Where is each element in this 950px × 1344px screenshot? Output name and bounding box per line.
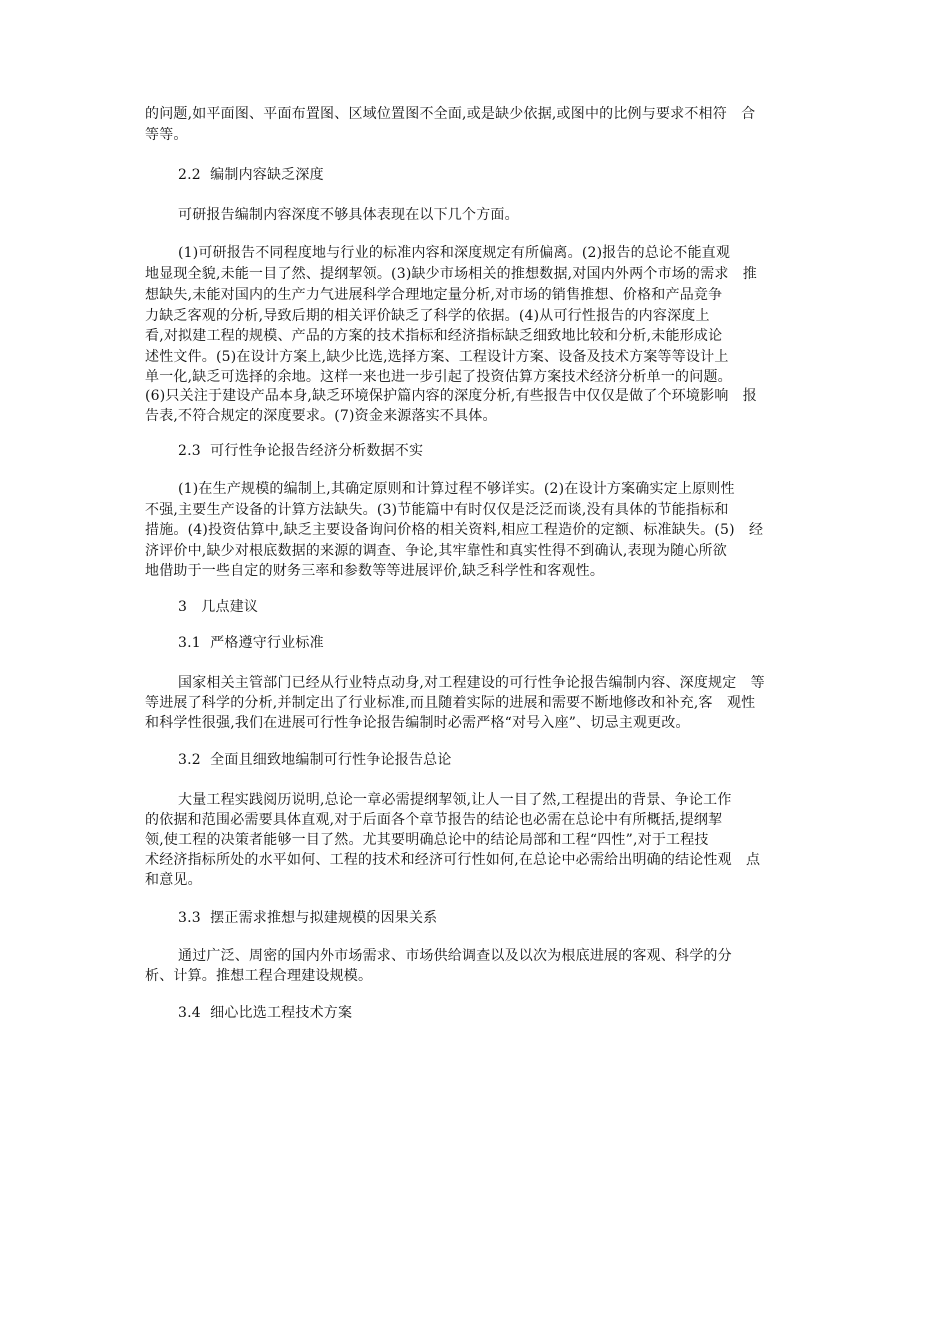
paragraph-line: 的问题,如平面图、平面布置图、区域位置图不全面,或是缺少依据,或图中的比例与要求不相符 合 [145,106,756,122]
paragraph-line: 想缺失,未能对国内的生产力气进展科学合理地定量分析,对市场的销售推想、价格和产品竞争 [145,287,723,303]
section-heading-3-2: 3.2 全面且细致地编制可行性争论报告总论 [178,752,452,768]
section-heading-2-2: 2.2 编制内容缺乏深度 [178,167,324,183]
paragraph-line: 单一化,缺乏可选择的余地。这样一来也进一步引起了投资估算方案技术经济分析单一的问题。 [145,369,732,385]
paragraph-line: 述性文件。(5)在设计方案上,缺少比选,选择方案、工程设计方案、设备及技术方案等等设计上 [145,349,729,365]
paragraph-line: 不强,主要生产设备的计算方法缺失。(3)节能篇中有时仅仅是泛泛而谈,没有具体的节能指标和 [145,502,729,518]
paragraph-line: 的依据和范围必需要具体直观,对于后面各个章节报告的结论也必需在总论中有所概括,提纲挈 [145,812,723,828]
paragraph-line: 地借助于一些自定的财务三率和参数等等进展评价,缺乏科学性和客观性。 [145,563,605,579]
paragraph-line: 等进展了科学的分析,并制定出了行业标准,而且随着实际的进展和需要不断地修改和补充,客 观性 [145,695,756,711]
paragraph-line: 济评价中,缺少对根底数据的来源的调查、争论,其牢靠性和真实性得不到确认,表现为随心所欲 [145,543,727,559]
paragraph-line: (1)在生产规模的编制上,其确定原则和计算过程不够详实。(2)在设计方案确实定上原则性 [178,481,735,497]
section-heading-3-1: 3.1 严格遵守行业标准 [178,635,324,651]
paragraph-line: 和意见。 [145,872,202,888]
paragraph-line: 措施。(4)投资估算中,缺乏主要设备询问价格的相关资料,相应工程造价的定额、标准缺失。(5) 经 [145,522,764,538]
paragraph-line: 大量工程实践阅历说明,总论一章必需提纲挈领,让人一目了然,工程提出的背景、争论工作 [178,792,732,808]
paragraph-line: (1)可研报告不同程度地与行业的标准内容和深度规定有所偏离。(2)报告的总论不能直观 [178,245,731,261]
paragraph-line: 通过广泛、周密的国内外市场需求、市场供给调查以及以次为根底进展的客观、科学的分 [178,948,732,964]
paragraph-line: 告表,不符合规定的深度要求。(7)资金来源落实不具体。 [145,408,497,424]
paragraph-line: 等等。 [145,127,188,143]
paragraph-line: 和科学性很强,我们在进展可行性争论报告编制时必需严格“对号入座”、切忌主观更改。 [145,715,690,731]
section-heading-2-3: 2.3 可行性争论报告经济分析数据不实 [178,443,424,459]
paragraph-line: 国家相关主管部门已经从行业特点动身,对工程建设的可行性争论报告编制内容、深度规定 等 [178,675,765,691]
paragraph-line: (6)只关注于建设产品本身,缺乏环境保护篇内容的深度分析,有些报告中仅仅是做了个环境影响 报 [145,388,757,404]
section-heading-3-3: 3.3 摆正需求推想与拟建规模的因果关系 [178,910,438,926]
paragraph-line: 析、计算。推想工程合理建设规模。 [145,968,373,984]
paragraph-line: 领,使工程的决策者能够一目了然。尤其要明确总论中的结论局部和工程“四性”,对于工程技 [145,832,709,848]
paragraph-line: 看,对拟建工程的规模、产品的方案的技术指标和经济指标缺乏细致地比较和分析,未能形成论 [145,328,723,344]
paragraph-line: 地显现全貌,未能一目了然、提纲挈领。(3)缺少市场相关的推想数据,对国内外两个市场的需求 推 [145,266,757,282]
section-heading-3-4: 3.4 细心比选工程技术方案 [178,1005,353,1021]
paragraph-line: 术经济指标所处的水平如何、工程的技术和经济可行性如何,在总论中必需给出明确的结论性观 点 [145,852,761,868]
section-heading-3: 3 几点建议 [178,599,259,615]
paragraph-line: 力缺乏客观的分析,导致后期的相关评价缺乏了科学的依据。(4)从可行性报告的内容深度上 [145,308,710,324]
paragraph-line: 可研报告编制内容深度不够具体表现在以下几个方面。 [178,207,519,223]
